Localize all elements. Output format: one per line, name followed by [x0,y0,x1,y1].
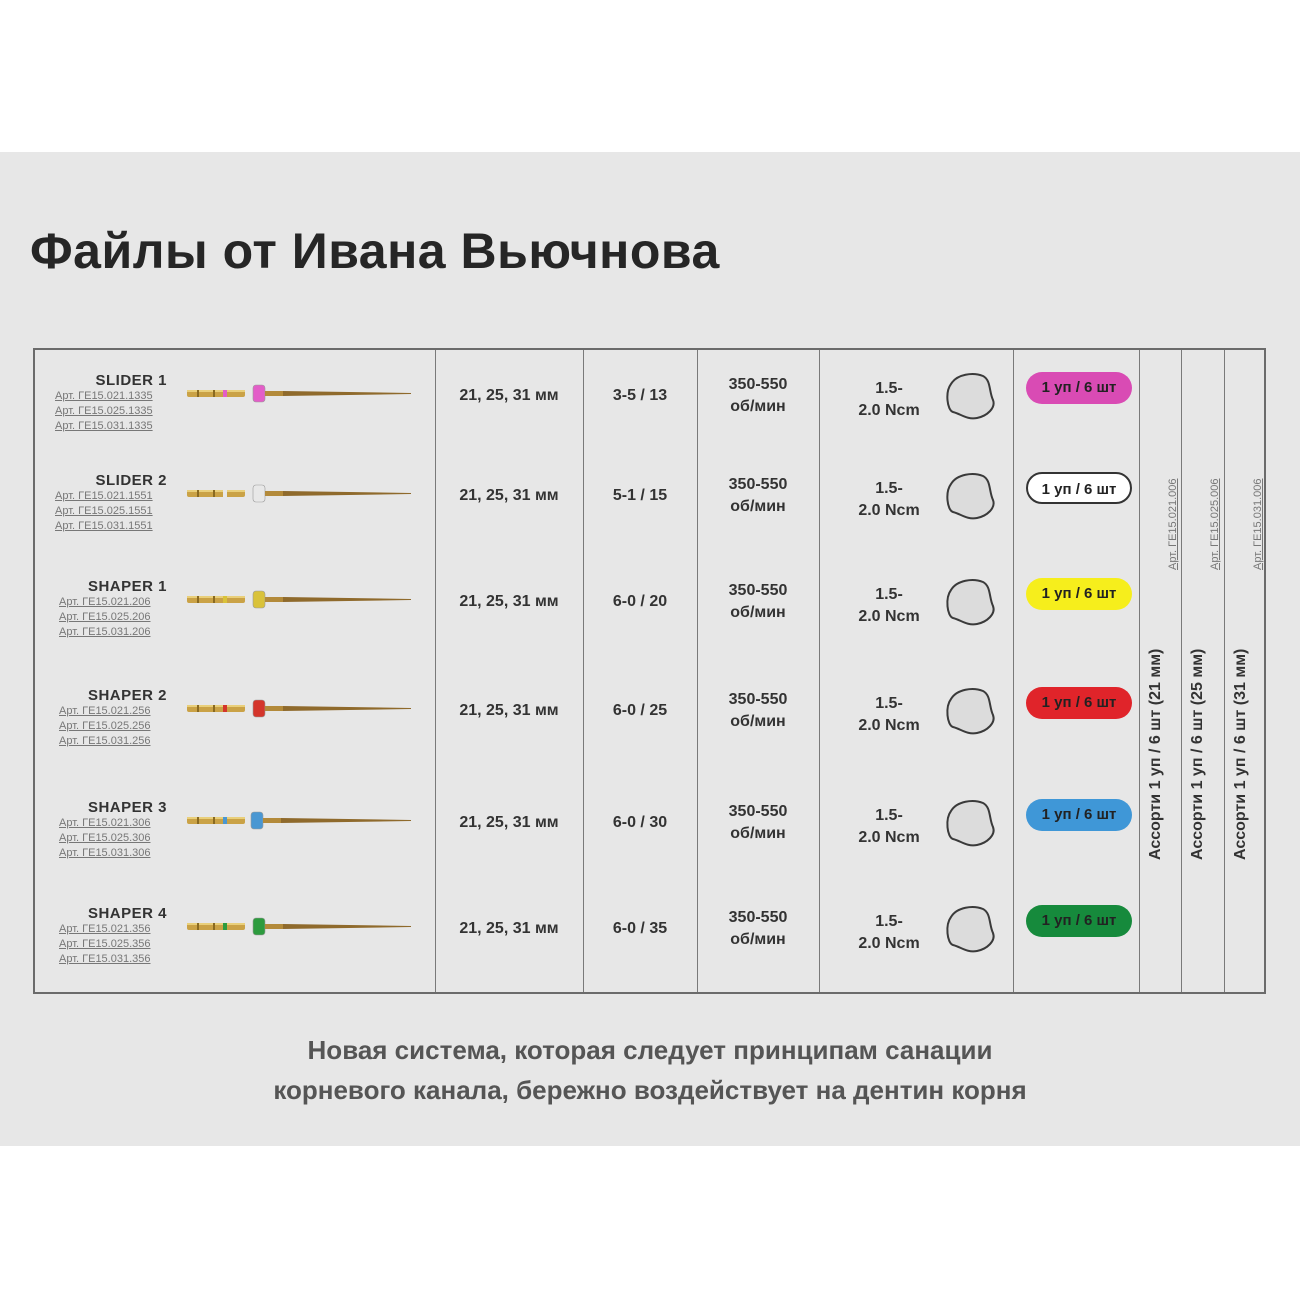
page-title: Файлы от Ивана Вьючнова [30,223,720,279]
pack-badge: 1 уп / 6 шт [1026,472,1132,504]
speed-cell: об/мин [730,931,786,948]
column-divider [583,350,584,992]
speed-cell: 350-550 [728,376,788,393]
speed-cell: об/мин [730,604,786,621]
speed-cell: об/мин [730,825,786,842]
assorti-column [1181,350,1224,992]
cross-section-icon [943,903,999,957]
file-instrument-icon [185,588,415,612]
length-cell: 21, 25, 31 мм [459,920,559,937]
assorti-column [1224,350,1267,992]
file-instrument-icon [185,382,415,406]
cross-section-icon [943,797,999,851]
torque-cell: 1.5- [875,586,903,603]
torque-cell: 2.0 Ncm [858,935,920,952]
torque-cell: 2.0 Ncm [858,502,920,519]
speed-cell: 350-550 [728,691,788,708]
article-number-link[interactable]: Арт. ГЕ15.025.306 [59,832,151,844]
column-divider [435,350,436,992]
length-cell: 21, 25, 31 мм [459,387,559,404]
article-number-link[interactable]: Арт. ГЕ15.025.1551 [55,505,153,517]
torque-cell: 1.5- [875,913,903,930]
column-divider [1013,350,1014,992]
article-number-link[interactable]: Арт. ГЕ15.021.1551 [55,490,153,502]
product-table [33,348,1266,994]
torque-cell: 2.0 Ncm [858,829,920,846]
article-number-link[interactable]: Арт. ГЕ15.021.1335 [55,390,153,402]
article-number-link[interactable]: Арт. ГЕ15.025.356 [59,938,151,950]
length-cell: 21, 25, 31 мм [459,702,559,719]
article-number-link[interactable]: Арт. ГЕ15.031.1551 [55,520,153,532]
product-name: SLIDER 1 [95,372,167,389]
file-instrument-icon [185,482,415,506]
speed-cell: 350-550 [728,803,788,820]
product-name: SHAPER 2 [87,687,167,704]
pack-badge: 1 уп / 6 шт [1026,372,1132,404]
pack-badge: 1 уп / 6 шт [1026,687,1132,719]
assorti-column [1139,350,1182,992]
article-number-link[interactable]: Арт. ГЕ15.025.206 [59,611,151,623]
torque-cell: 1.5- [875,480,903,497]
cross-section-icon [943,370,999,424]
product-name: SLIDER 2 [95,472,167,489]
article-number-link[interactable]: Арт. ГЕ15.025.256 [59,720,151,732]
taper-cell: 5-1 / 15 [612,487,668,504]
file-instrument-icon [185,915,415,939]
cross-section-icon [943,576,999,630]
article-number-link[interactable]: Арт. ГЕ15.031.306 [59,847,151,859]
pack-badge: 1 уп / 6 шт [1026,905,1132,937]
assorti-article-link[interactable]: Арт. ГЕ15.025.006 [1209,478,1221,570]
length-cell: 21, 25, 31 мм [459,487,559,504]
product-name: SHAPER 4 [87,905,167,922]
taper-cell: 6-0 / 35 [612,920,668,937]
column-divider [819,350,820,992]
torque-cell: 2.0 Ncm [858,402,920,419]
pack-badge: 1 уп / 6 шт [1026,578,1132,610]
product-name: SHAPER 1 [87,578,167,595]
torque-cell: 1.5- [875,695,903,712]
product-name: SHAPER 3 [87,799,167,816]
length-cell: 21, 25, 31 мм [459,593,559,610]
torque-cell: 2.0 Ncm [858,608,920,625]
torque-cell: 2.0 Ncm [858,717,920,734]
article-number-link[interactable]: Арт. ГЕ15.025.1335 [55,405,153,417]
speed-cell: об/мин [730,398,786,415]
taper-cell: 6-0 / 25 [612,702,668,719]
taper-cell: 3-5 / 13 [612,387,668,404]
footer-line-2: корневого канала, бережно воздействует на дентин корня [273,1075,1027,1105]
pack-badge: 1 уп / 6 шт [1026,799,1132,831]
article-number-link[interactable]: Арт. ГЕ15.021.306 [59,817,151,829]
column-divider [697,350,698,992]
article-number-link[interactable]: Арт. ГЕ15.021.356 [59,923,151,935]
speed-cell: 350-550 [728,582,788,599]
cross-section-icon [943,685,999,739]
speed-cell: об/мин [730,498,786,515]
file-instrument-icon [185,697,415,721]
article-number-link[interactable]: Арт. ГЕ15.021.256 [59,705,151,717]
assorti-article-link[interactable]: Арт. ГЕ15.031.006 [1252,478,1264,570]
article-number-link[interactable]: Арт. ГЕ15.031.1335 [55,420,153,432]
length-cell: 21, 25, 31 мм [459,814,559,831]
assorti-label: Ассорти 1 уп / 6 шт (25 мм) [1189,648,1206,860]
article-number-link[interactable]: Арт. ГЕ15.021.206 [59,596,151,608]
footer-line-1: Новая система, которая следует принципам санации [307,1035,993,1065]
cross-section-icon [943,470,999,524]
speed-cell: 350-550 [728,909,788,926]
speed-cell: об/мин [730,713,786,730]
assorti-label: Ассорти 1 уп / 6 шт (31 мм) [1232,648,1249,860]
file-instrument-icon [185,809,415,833]
torque-cell: 1.5- [875,380,903,397]
taper-cell: 6-0 / 20 [612,593,668,610]
assorti-article-link[interactable]: Арт. ГЕ15.021.006 [1167,478,1179,570]
assorti-label: Ассорти 1 уп / 6 шт (21 мм) [1147,648,1164,860]
article-number-link[interactable]: Арт. ГЕ15.031.356 [59,953,151,965]
speed-cell: 350-550 [728,476,788,493]
taper-cell: 6-0 / 30 [612,814,668,831]
torque-cell: 1.5- [875,807,903,824]
article-number-link[interactable]: Арт. ГЕ15.031.206 [59,626,151,638]
article-number-link[interactable]: Арт. ГЕ15.031.256 [59,735,151,747]
